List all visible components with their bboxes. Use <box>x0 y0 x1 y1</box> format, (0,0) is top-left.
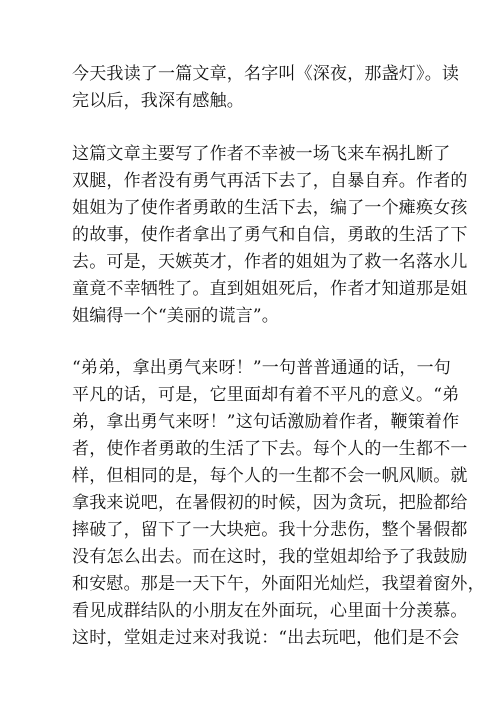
text-line: 这篇文章主要写了作者不幸被一场飞来车祸扎断了 <box>72 144 451 164</box>
text-line: “弟弟，拿出勇气来呀！”一句普普通通的话，一句 <box>72 358 451 378</box>
text-line: 和安慰。那是一天下午，外面阳光灿烂，我望着窗外， <box>72 574 485 594</box>
text-line: 今天我读了一篇文章，名字叫《深夜，那盏灯》。读 <box>72 64 460 84</box>
text-line: 姐编得一个“美丽的谎言”。 <box>72 306 279 326</box>
text-line: 摔破了，留下了一大块疤。我十分悲伤，整个暑假都 <box>72 520 468 540</box>
text-line: 完以后，我深有感触。 <box>72 91 244 111</box>
text-line: 的故事，使作者拿出了勇气和自信，勇敢的生活了下 <box>72 225 468 245</box>
text-line: 这时，堂姐走过来对我说：“出去玩吧，他们是不会 <box>72 628 460 648</box>
text-line: 去。可是，天嫉英才，作者的姐姐为了救一名落水儿 <box>72 252 468 272</box>
text-line: 没有怎么出去。而在这时，我的堂姐却给予了我鼓励 <box>72 547 468 567</box>
text-line: 拿我来说吧，在暑假初的时候，因为贪玩，把脸都给 <box>72 493 468 513</box>
text-line: 者，使作者勇敢的生活了下去。每个人的一生都不一 <box>72 439 468 459</box>
text-line: 弟，拿出勇气来呀！”这句话激励着作者，鞭策着作 <box>72 412 460 432</box>
text-line: 双腿，作者没有勇气再活下去了，自暴自弃。作者的 <box>72 171 468 191</box>
text-line: 平凡的话，可是，它里面却有着不平凡的意义。“弟 <box>72 385 460 405</box>
text-line: 看见成群结队的小朋友在外面玩，心里面十分羡慕。 <box>72 601 468 621</box>
text-line: 童竟不幸牺牲了。直到姐姐死后，作者才知道那是姐 <box>72 279 468 299</box>
text-line: 姐姐为了使作者勇敢的生活下去，编了一个瘫痪女孩 <box>72 198 468 218</box>
text-line: 样，但相同的是，每个人的一生都不会一帆风顺。就 <box>72 466 468 486</box>
